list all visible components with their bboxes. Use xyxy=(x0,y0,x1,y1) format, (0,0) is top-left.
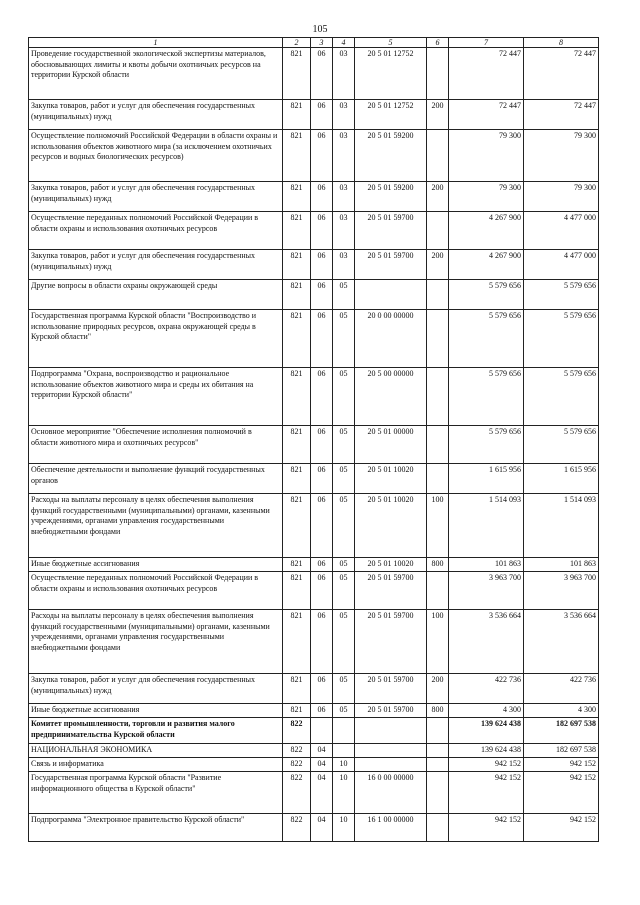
row-ministry-code-cell: 822 xyxy=(283,772,311,814)
row-amount-year2-cell: 182 697 538 xyxy=(524,718,599,744)
row-subsection-cell: 05 xyxy=(333,494,355,558)
row-target-article-cell: 20 5 01 10020 xyxy=(355,494,427,558)
column-header: 2 xyxy=(283,38,311,48)
table-row xyxy=(29,250,599,280)
row-subsection-cell: 10 xyxy=(333,758,355,772)
row-expense-type-cell xyxy=(427,464,449,494)
row-amount-year2-cell: 5 579 656 xyxy=(524,368,599,426)
row-amount-year2-cell: 3 536 664 xyxy=(524,610,599,674)
row-target-article-cell: 20 0 00 00000 xyxy=(355,310,427,368)
row-name-cell: Основное мероприятие "Обеспечение исполнения полномочий в области животного мира и охотничьих ресурсов" xyxy=(29,426,283,464)
row-section-cell xyxy=(311,718,333,744)
row-target-article-cell: 20 5 01 59700 xyxy=(355,610,427,674)
row-target-article-cell xyxy=(355,718,427,744)
row-name-cell: Обеспечение деятельности и выполнение функций государственных органов xyxy=(29,464,283,494)
row-expense-type-cell xyxy=(427,212,449,250)
row-amount-year2-cell: 101 863 xyxy=(524,558,599,572)
table-row xyxy=(29,464,599,494)
row-expense-type-cell xyxy=(427,368,449,426)
row-amount-year1-cell: 139 624 438 xyxy=(449,744,524,758)
row-amount-year1-cell: 72 447 xyxy=(449,100,524,130)
column-header: 4 xyxy=(333,38,355,48)
row-amount-year2-cell: 422 736 xyxy=(524,674,599,704)
row-name-cell: Иные бюджетные ассигнования xyxy=(29,704,283,718)
row-subsection-cell: 05 xyxy=(333,704,355,718)
row-expense-type-cell: 200 xyxy=(427,250,449,280)
row-section-cell: 06 xyxy=(311,464,333,494)
row-ministry-code-cell: 821 xyxy=(283,212,311,250)
row-amount-year1-cell: 4 300 xyxy=(449,704,524,718)
row-ministry-code-cell: 821 xyxy=(283,572,311,610)
table-row xyxy=(29,426,599,464)
row-ministry-code-cell: 822 xyxy=(283,718,311,744)
row-target-article-cell: 20 5 01 59700 xyxy=(355,250,427,280)
row-section-cell: 04 xyxy=(311,772,333,814)
row-amount-year2-cell: 5 579 656 xyxy=(524,426,599,464)
row-name-cell: Закупка товаров, работ и услуг для обеспечения государственных (муниципальных) нужд xyxy=(29,250,283,280)
row-amount-year1-cell: 5 579 656 xyxy=(449,280,524,310)
table-row xyxy=(29,280,599,310)
column-header: 7 xyxy=(449,38,524,48)
row-amount-year1-cell: 422 736 xyxy=(449,674,524,704)
row-ministry-code-cell: 822 xyxy=(283,814,311,842)
row-ministry-code-cell: 821 xyxy=(283,130,311,182)
row-section-cell: 06 xyxy=(311,572,333,610)
row-amount-year2-cell: 79 300 xyxy=(524,130,599,182)
row-target-article-cell: 16 0 00 00000 xyxy=(355,772,427,814)
table-row xyxy=(29,48,599,100)
row-amount-year2-cell: 5 579 656 xyxy=(524,280,599,310)
row-section-cell: 06 xyxy=(311,48,333,100)
row-name-cell: Подпрограмма "Электронное правительство Курской области" xyxy=(29,814,283,842)
row-expense-type-cell xyxy=(427,772,449,814)
row-target-article-cell: 20 5 00 00000 xyxy=(355,368,427,426)
row-amount-year1-cell: 1 615 956 xyxy=(449,464,524,494)
row-amount-year1-cell: 5 579 656 xyxy=(449,310,524,368)
row-target-article-cell: 20 5 01 59700 xyxy=(355,704,427,718)
row-name-cell: Расходы на выплаты персоналу в целях обеспечения выполнения функций государственными (муниципальными) органами, казенными учреждениями, органами управления государственными внебюджетными фондами xyxy=(29,610,283,674)
row-name-cell: Связь и информатика xyxy=(29,758,283,772)
column-header: 3 xyxy=(311,38,333,48)
row-section-cell: 04 xyxy=(311,814,333,842)
row-section-cell: 06 xyxy=(311,674,333,704)
row-expense-type-cell: 100 xyxy=(427,610,449,674)
row-subsection-cell: 03 xyxy=(333,182,355,212)
row-ministry-code-cell: 822 xyxy=(283,744,311,758)
row-amount-year2-cell: 1 615 956 xyxy=(524,464,599,494)
row-amount-year1-cell: 942 152 xyxy=(449,772,524,814)
row-expense-type-cell: 200 xyxy=(427,674,449,704)
row-amount-year1-cell: 79 300 xyxy=(449,182,524,212)
row-amount-year1-cell: 4 267 900 xyxy=(449,212,524,250)
row-expense-type-cell xyxy=(427,744,449,758)
row-target-article-cell xyxy=(355,744,427,758)
table-row xyxy=(29,368,599,426)
row-subsection-cell: 03 xyxy=(333,48,355,100)
row-section-cell: 06 xyxy=(311,494,333,558)
row-ministry-code-cell: 821 xyxy=(283,558,311,572)
table-row xyxy=(29,558,599,572)
row-name-cell: Закупка товаров, работ и услуг для обеспечения государственных (муниципальных) нужд xyxy=(29,100,283,130)
row-ministry-code-cell: 821 xyxy=(283,610,311,674)
row-section-cell: 06 xyxy=(311,182,333,212)
table-row xyxy=(29,772,599,814)
table-row xyxy=(29,130,599,182)
row-amount-year2-cell: 3 963 700 xyxy=(524,572,599,610)
row-amount-year2-cell: 4 300 xyxy=(524,704,599,718)
table-row xyxy=(29,704,599,718)
row-expense-type-cell xyxy=(427,426,449,464)
table-row xyxy=(29,310,599,368)
row-subsection-cell: 05 xyxy=(333,280,355,310)
row-target-article-cell: 20 5 01 10020 xyxy=(355,464,427,494)
row-section-cell: 06 xyxy=(311,212,333,250)
row-ministry-code-cell: 821 xyxy=(283,464,311,494)
row-section-cell: 04 xyxy=(311,744,333,758)
row-amount-year2-cell: 1 514 093 xyxy=(524,494,599,558)
table-row xyxy=(29,100,599,130)
row-target-article-cell xyxy=(355,280,427,310)
row-expense-type-cell xyxy=(427,310,449,368)
row-name-cell: Расходы на выплаты персоналу в целях обеспечения выполнения функций государственными (муниципальными) органами, казенными учреждениями, органами управления государственными внебюджетными фондами xyxy=(29,494,283,558)
row-expense-type-cell xyxy=(427,280,449,310)
row-subsection-cell: 03 xyxy=(333,100,355,130)
row-subsection-cell: 05 xyxy=(333,610,355,674)
row-expense-type-cell xyxy=(427,718,449,744)
row-name-cell: Государственная программа Курской области "Воспроизводство и использование природных ресурсов, охрана окружающей среды в Курской области" xyxy=(29,310,283,368)
row-subsection-cell: 10 xyxy=(333,772,355,814)
row-amount-year2-cell: 5 579 656 xyxy=(524,310,599,368)
row-subsection-cell: 05 xyxy=(333,572,355,610)
row-amount-year1-cell: 942 152 xyxy=(449,814,524,842)
row-target-article-cell: 20 5 01 12752 xyxy=(355,48,427,100)
budget-table xyxy=(28,37,599,842)
row-amount-year2-cell: 942 152 xyxy=(524,758,599,772)
row-name-cell: Комитет промышленности, торговли и развития малого предпринимательства Курской области xyxy=(29,718,283,744)
row-subsection-cell xyxy=(333,744,355,758)
row-name-cell: Закупка товаров, работ и услуг для обеспечения государственных (муниципальных) нужд xyxy=(29,674,283,704)
row-expense-type-cell xyxy=(427,758,449,772)
table-row xyxy=(29,814,599,842)
row-section-cell: 06 xyxy=(311,426,333,464)
row-expense-type-cell xyxy=(427,572,449,610)
table-row xyxy=(29,610,599,674)
row-amount-year1-cell: 5 579 656 xyxy=(449,426,524,464)
row-subsection-cell: 05 xyxy=(333,558,355,572)
row-target-article-cell: 20 5 01 59200 xyxy=(355,130,427,182)
row-ministry-code-cell: 822 xyxy=(283,758,311,772)
table-row xyxy=(29,572,599,610)
row-target-article-cell: 20 5 01 59700 xyxy=(355,212,427,250)
row-subsection-cell: 05 xyxy=(333,310,355,368)
row-section-cell: 06 xyxy=(311,610,333,674)
row-expense-type-cell: 200 xyxy=(427,100,449,130)
row-name-cell: Осуществление переданных полномочий Российской Федерации в области охраны и использования охотничьих ресурсов xyxy=(29,572,283,610)
row-expense-type-cell xyxy=(427,814,449,842)
row-ministry-code-cell: 821 xyxy=(283,100,311,130)
row-target-article-cell: 20 5 01 59200 xyxy=(355,182,427,212)
row-subsection-cell: 10 xyxy=(333,814,355,842)
table-row xyxy=(29,744,599,758)
row-amount-year2-cell: 4 477 000 xyxy=(524,212,599,250)
row-target-article-cell xyxy=(355,758,427,772)
row-section-cell: 06 xyxy=(311,558,333,572)
row-subsection-cell: 03 xyxy=(333,250,355,280)
row-expense-type-cell: 800 xyxy=(427,558,449,572)
row-amount-year2-cell: 72 447 xyxy=(524,48,599,100)
row-expense-type-cell xyxy=(427,48,449,100)
column-header: 6 xyxy=(427,38,449,48)
row-name-cell: Осуществление полномочий Российской Федерации в области охраны и использования объектов животного мира (за исключением охотничьих ресурсов и водных биологических ресурсов) xyxy=(29,130,283,182)
row-name-cell: Проведение государственной экологической экспертизы материалов, обосновывающих лимиты и квоты добычи охотничьих ресурсов на территории Курской области xyxy=(29,48,283,100)
row-section-cell: 06 xyxy=(311,250,333,280)
row-name-cell: Иные бюджетные ассигнования xyxy=(29,558,283,572)
row-target-article-cell: 20 5 01 10020 xyxy=(355,558,427,572)
row-subsection-cell: 05 xyxy=(333,674,355,704)
page-number: 105 xyxy=(312,24,328,35)
row-amount-year1-cell: 72 447 xyxy=(449,48,524,100)
row-target-article-cell: 16 1 00 00000 xyxy=(355,814,427,842)
row-expense-type-cell: 100 xyxy=(427,494,449,558)
row-target-article-cell: 20 5 01 00000 xyxy=(355,426,427,464)
row-amount-year1-cell: 5 579 656 xyxy=(449,368,524,426)
row-ministry-code-cell: 821 xyxy=(283,250,311,280)
row-section-cell: 06 xyxy=(311,310,333,368)
row-ministry-code-cell: 821 xyxy=(283,368,311,426)
row-amount-year1-cell: 79 300 xyxy=(449,130,524,182)
row-expense-type-cell xyxy=(427,130,449,182)
table-row xyxy=(29,758,599,772)
row-section-cell: 06 xyxy=(311,130,333,182)
column-header: 5 xyxy=(355,38,427,48)
row-section-cell: 04 xyxy=(311,758,333,772)
column-header: 8 xyxy=(524,38,599,48)
row-name-cell: Закупка товаров, работ и услуг для обеспечения государственных (муниципальных) нужд xyxy=(29,182,283,212)
row-name-cell: НАЦИОНАЛЬНАЯ ЭКОНОМИКА xyxy=(29,744,283,758)
table-row xyxy=(29,182,599,212)
row-amount-year1-cell: 4 267 900 xyxy=(449,250,524,280)
row-ministry-code-cell: 821 xyxy=(283,48,311,100)
row-ministry-code-cell: 821 xyxy=(283,704,311,718)
row-amount-year2-cell: 942 152 xyxy=(524,814,599,842)
row-amount-year1-cell: 1 514 093 xyxy=(449,494,524,558)
row-section-cell: 06 xyxy=(311,100,333,130)
row-ministry-code-cell: 821 xyxy=(283,674,311,704)
row-amount-year1-cell: 3 536 664 xyxy=(449,610,524,674)
table-row xyxy=(29,718,599,744)
row-amount-year2-cell: 79 300 xyxy=(524,182,599,212)
row-ministry-code-cell: 821 xyxy=(283,182,311,212)
row-ministry-code-cell: 821 xyxy=(283,310,311,368)
row-amount-year1-cell: 101 863 xyxy=(449,558,524,572)
table-row xyxy=(29,212,599,250)
row-ministry-code-cell: 821 xyxy=(283,494,311,558)
table-row xyxy=(29,494,599,558)
row-amount-year1-cell: 139 624 438 xyxy=(449,718,524,744)
table-header-row xyxy=(29,38,599,48)
row-subsection-cell: 03 xyxy=(333,212,355,250)
row-subsection-cell: 05 xyxy=(333,426,355,464)
row-target-article-cell: 20 5 01 59700 xyxy=(355,572,427,610)
row-subsection-cell: 05 xyxy=(333,368,355,426)
row-section-cell: 06 xyxy=(311,368,333,426)
row-name-cell: Государственная программа Курской области "Развитие информационного общества в Курской области" xyxy=(29,772,283,814)
row-expense-type-cell: 200 xyxy=(427,182,449,212)
row-name-cell: Другие вопросы в области охраны окружающей среды xyxy=(29,280,283,310)
row-ministry-code-cell: 821 xyxy=(283,280,311,310)
row-subsection-cell xyxy=(333,718,355,744)
row-name-cell: Подпрограмма "Охрана, воспроизводство и рациональное использование объектов животного мира и среды их обитания на территории Курской области" xyxy=(29,368,283,426)
row-amount-year1-cell: 3 963 700 xyxy=(449,572,524,610)
row-amount-year2-cell: 72 447 xyxy=(524,100,599,130)
row-target-article-cell: 20 5 01 12752 xyxy=(355,100,427,130)
row-subsection-cell: 03 xyxy=(333,130,355,182)
table-row xyxy=(29,674,599,704)
row-amount-year2-cell: 942 152 xyxy=(524,772,599,814)
row-amount-year1-cell: 942 152 xyxy=(449,758,524,772)
row-target-article-cell: 20 5 01 59700 xyxy=(355,674,427,704)
column-header: 1 xyxy=(29,38,283,48)
row-section-cell: 06 xyxy=(311,280,333,310)
row-expense-type-cell: 800 xyxy=(427,704,449,718)
row-ministry-code-cell: 821 xyxy=(283,426,311,464)
row-name-cell: Осуществление переданных полномочий Российской Федерации в области охраны и использования охотничьих ресурсов xyxy=(29,212,283,250)
row-section-cell: 06 xyxy=(311,704,333,718)
row-amount-year2-cell: 4 477 000 xyxy=(524,250,599,280)
row-subsection-cell: 05 xyxy=(333,464,355,494)
row-amount-year2-cell: 182 697 538 xyxy=(524,744,599,758)
